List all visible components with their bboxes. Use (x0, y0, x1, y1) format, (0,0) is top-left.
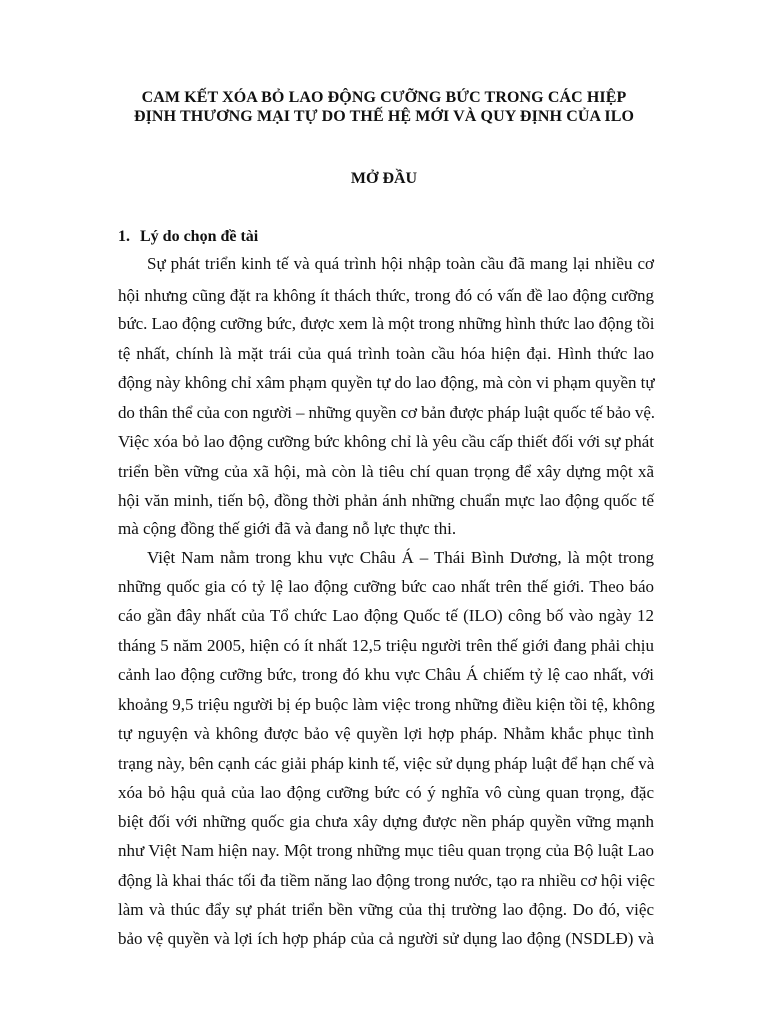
paragraph-1-line: hội văn minh, tiến bộ, đồng thời phản ánh những chuẩn mực lao động quốc tế (118, 491, 654, 510)
paragraph-1-line: Việc xóa bỏ lao động cưỡng bức không chỉ là yêu cầu cấp thiết đối với sự phát (118, 432, 654, 451)
paragraph-1-line: bức. Lao động cưỡng bức, được xem là một trong những hình thức lao động tồi (118, 314, 655, 333)
paragraph-2-line: làm và thúc đẩy sự phát triển bền vững của thị trường lao động. Do đó, việc (118, 900, 654, 919)
paragraph-2-line: như Việt Nam hiện nay. Một trong những mục tiêu quan trọng của Bộ luật Lao (118, 841, 654, 860)
title-line-1: CAM KẾT XÓA BỎ LAO ĐỘNG CƯỠNG BỨC TRONG CÁC HIỆP (141, 89, 627, 106)
paragraph-2-line: tự nguyện và không được bảo vệ quyền lợi hợp pháp. Nhằm khắc phục tình (118, 724, 654, 743)
section-title: Lý do chọn đề tài (140, 228, 259, 245)
title-line-2: ĐỊNH THƯƠNG MẠI TỰ DO THẾ HỆ MỚI VÀ QUY ĐỊNH CỦA ILO (133, 108, 635, 125)
paragraph-2-line: cáo gần đây nhất của Tổ chức Lao động Quốc tế (ILO) công bố vào ngày 12 (118, 606, 654, 625)
paragraph-1-line: do thân thể của con người – những quyền cơ bản được pháp luật quốc tế bảo vệ. (118, 403, 655, 422)
paragraph-1-line: hội nhưng cũng đặt ra không ít thách thức, trong đó có vấn đề lao động cưỡng (118, 286, 654, 305)
paragraph-2-line: cảnh lao động cưỡng bức, trong đó khu vực Châu Á chiếm tỷ lệ cao nhất, với (118, 665, 654, 684)
paragraph-1-line: Sự phát triển kinh tế và quá trình hội nhập toàn cầu đã mang lại nhiều cơ (147, 254, 654, 273)
paragraph-2-line: biệt đối với những quốc gia chưa xây dựng được nền pháp quyền vững mạnh (118, 812, 654, 831)
paragraph-1-line: tệ nhất, chính là mặt trái của quá trình toàn cầu hóa hiện đại. Hình thức lao (118, 344, 654, 363)
intro-heading: MỞ ĐẦU (350, 170, 418, 187)
paragraph-2-line: Việt Nam nằm trong khu vực Châu Á – Thái Bình Dương, là một trong (147, 548, 654, 567)
paragraph-1-line: mà cộng đồng thế giới đã và đang nỗ lực thực thi. (118, 519, 457, 538)
paragraph-2-line: trạng này, bên cạnh các giải pháp kinh tế, việc sử dụng pháp luật để hạn chế và (118, 754, 655, 773)
section-heading (118, 227, 258, 247)
paragraph-1-line: động này không chỉ xâm phạm quyền tự do lao động, mà còn vi phạm quyền tự (118, 373, 655, 392)
paragraph-1-line: triển bền vững của xã hội, mà còn là tiêu chí quan trọng để xây dựng một xã (118, 462, 654, 481)
paragraph-2-line: những quốc gia có tỷ lệ lao động cưỡng bức cao nhất trên thế giới. Theo báo (118, 577, 654, 596)
paragraph-2-line: động là khai thác tối đa tiềm năng lao động trong nước, tạo ra nhiều cơ hội việc (118, 871, 655, 890)
document-title (60, 88, 708, 126)
section-number: 1. (118, 228, 130, 245)
paragraph-2-line: khoảng 9,5 triệu người bị ép buộc làm việc trong những điều kiện tồi tệ, không (118, 695, 655, 714)
paragraph-2-line: xóa bỏ hậu quả của lao động cưỡng bức có ý nghĩa vô cùng quan trọng, đặc (118, 783, 654, 802)
paragraph-2-line: tháng 5 năm 2005, hiện có ít nhất 12,5 triệu người trên thế giới đang phải chịu (118, 636, 654, 655)
paragraph-2-line: bảo vệ quyền và lợi ích hợp pháp của cả người sử dụng lao động (NSDLĐ) và (118, 929, 654, 948)
